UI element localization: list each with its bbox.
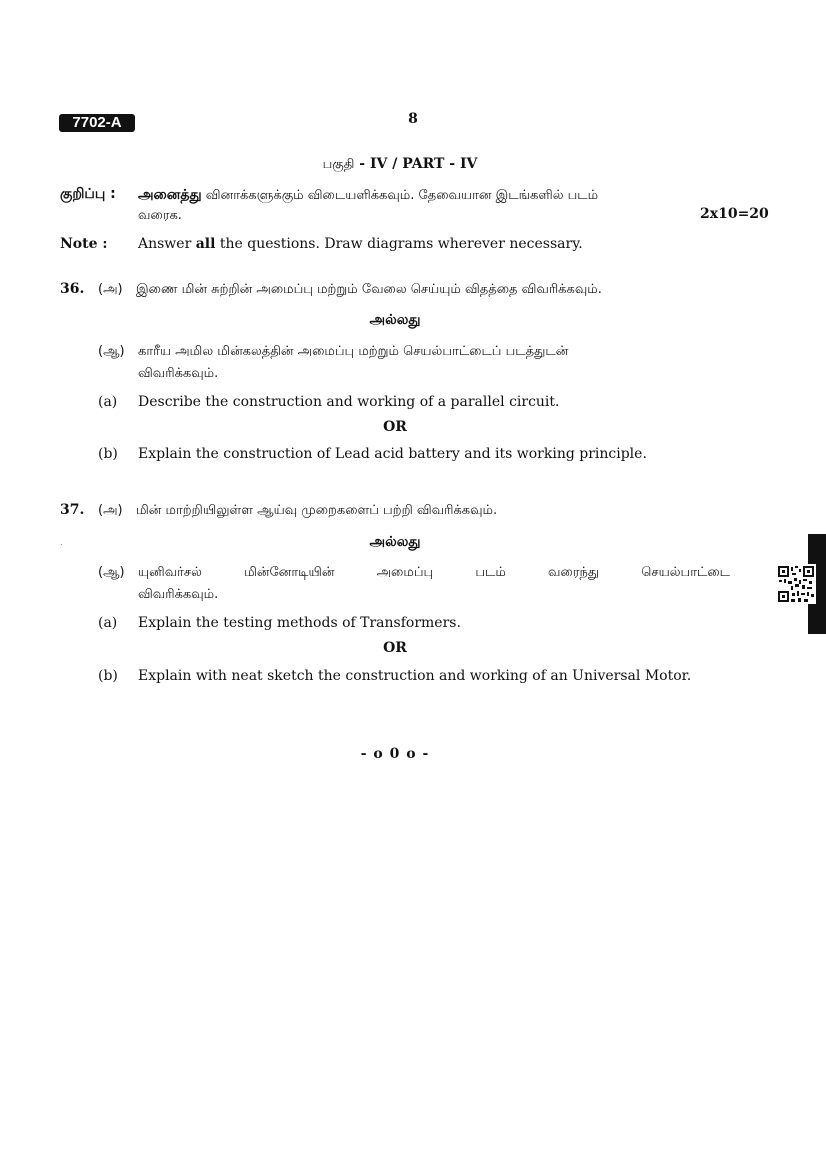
note-text-post: the questions. Draw diagrams wherever necessary. <box>219 236 583 252</box>
question-b-text-english: Explain with neat sketch the construction and working of an Universal Motor. <box>138 668 692 684</box>
instruction-tamil-line1 <box>138 187 598 205</box>
question-b-text-english: Explain the construction of Lead acid battery and its working principle. <box>138 446 647 462</box>
paper-code-badge: 7702-A <box>59 114 135 132</box>
page-number: 8 <box>408 111 418 127</box>
kurippu-label: குறிப்பு : <box>60 186 116 202</box>
part-title <box>300 156 500 173</box>
question-a-label-tamil: (அ) <box>98 282 123 297</box>
or-separator: OR <box>383 419 407 435</box>
instruction-tamil-bold: அனைத்து <box>138 187 202 203</box>
question-b-text-tamil-line2: விவரிக்கவும். <box>138 587 219 602</box>
question-b-label-tamil: (ஆ) <box>98 565 125 580</box>
qr-code-icon <box>776 564 816 604</box>
question-number: 36. <box>60 281 85 297</box>
note-text <box>138 236 583 252</box>
question-b-text-tamil-line1: காரீய அமில மின்கலத்தின் அமைப்பு மற்றும் செயல்பாட்டைப் படத்துடன் <box>138 344 569 359</box>
note-text-pre: Answer <box>138 236 192 252</box>
or-separator: OR <box>383 640 407 656</box>
note-label: Note : <box>60 236 108 252</box>
or-separator-tamil: அல்லது <box>369 534 421 550</box>
question-b-text-tamil-line2: விவரிக்கவும். <box>138 366 219 381</box>
question-a-text-tamil: இணை மின் சுற்றின் அமைப்பு மற்றும் வேலை செய்யும் விதத்தை விவரிக்கவும். <box>136 282 602 297</box>
question-a-text-tamil: மின் மாற்றியிலுள்ள ஆய்வு முறைகளைப் பற்றி விவரிக்கவும். <box>136 503 498 518</box>
or-separator-tamil: அல்லது <box>369 312 421 328</box>
part-title-english: - IV / PART - IV <box>354 156 478 172</box>
question-a-label-english: (a) <box>98 615 118 631</box>
question-a-text-english: Explain the testing methods of Transformers. <box>138 615 461 631</box>
end-of-paper-mark: - o 0 o - <box>360 746 430 762</box>
instruction-tamil-text: வினாக்களுக்கும் விடையளிக்கவும். தேவையான இடங்களில் படம் <box>205 188 599 203</box>
instruction-tamil-line2: வரைக. <box>138 208 182 223</box>
question-a-label-tamil: (அ) <box>98 503 123 518</box>
part-title-tamil: பகுதி <box>322 157 355 172</box>
question-number: 37. <box>60 502 85 518</box>
marks-allocation: 2x10=20 <box>700 206 769 222</box>
question-a-text-english: Describe the construction and working of a parallel circuit. <box>138 394 560 410</box>
question-b-label-english: (b) <box>98 446 118 462</box>
stray-mark: . <box>60 538 63 547</box>
question-b-label-english: (b) <box>98 668 118 684</box>
question-b-label-tamil: (ஆ) <box>98 344 125 359</box>
question-a-label-english: (a) <box>98 394 118 410</box>
note-text-bold: all <box>195 236 216 252</box>
question-b-text-tamil-line1: யுனிவர்சல் மின்னோடியின் அமைப்பு படம் வரைந்து செயல்பாட்டை <box>138 565 730 580</box>
